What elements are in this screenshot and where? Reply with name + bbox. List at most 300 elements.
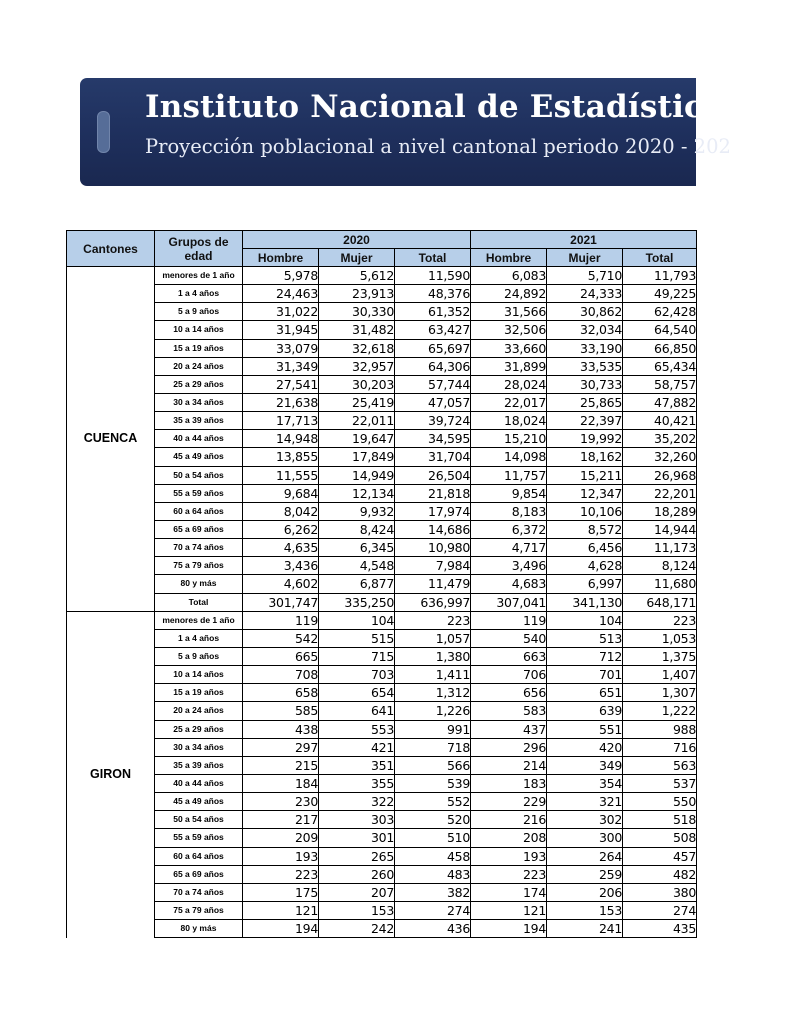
header-year-2021: 2021 xyxy=(471,231,697,249)
value-cell: 552 xyxy=(395,793,471,811)
value-cell: 208 xyxy=(471,829,547,847)
value-cell: 22,017 xyxy=(471,393,547,411)
value-cell: 17,974 xyxy=(395,502,471,520)
value-cell: 25,419 xyxy=(319,393,395,411)
age-group-cell: 55 a 59 años xyxy=(155,484,243,502)
value-cell: 32,618 xyxy=(319,339,395,357)
value-cell: 8,124 xyxy=(623,557,697,575)
value-cell: 1,407 xyxy=(623,666,697,684)
value-cell: 706 xyxy=(471,666,547,684)
value-cell: 14,944 xyxy=(623,520,697,538)
header-total-2021: Total xyxy=(623,249,697,267)
value-cell: 13,855 xyxy=(243,448,319,466)
value-cell: 1,375 xyxy=(623,647,697,665)
value-cell: 119 xyxy=(243,611,319,629)
age-group-cell: 60 a 64 años xyxy=(155,847,243,865)
age-group-cell: 75 a 79 años xyxy=(155,557,243,575)
value-cell: 48,376 xyxy=(395,285,471,303)
value-cell: 30,733 xyxy=(547,375,623,393)
value-cell: 104 xyxy=(547,611,623,629)
value-cell: 184 xyxy=(243,774,319,792)
value-cell: 8,183 xyxy=(471,502,547,520)
value-cell: 1,057 xyxy=(395,629,471,647)
value-cell: 183 xyxy=(471,774,547,792)
value-cell: 718 xyxy=(395,738,471,756)
value-cell: 4,628 xyxy=(547,557,623,575)
age-group-cell: 30 a 34 años xyxy=(155,738,243,756)
value-cell: 63,427 xyxy=(395,321,471,339)
age-group-cell: 70 a 74 años xyxy=(155,539,243,557)
value-cell: 4,635 xyxy=(243,539,319,557)
value-cell: 11,793 xyxy=(623,267,697,285)
value-cell: 583 xyxy=(471,702,547,720)
age-group-cell: 1 a 4 años xyxy=(155,629,243,647)
value-cell: 8,042 xyxy=(243,502,319,520)
value-cell: 24,333 xyxy=(547,285,623,303)
age-group-cell: 1 a 4 años xyxy=(155,285,243,303)
value-cell: 11,555 xyxy=(243,466,319,484)
age-group-cell: 50 a 54 años xyxy=(155,466,243,484)
table-row xyxy=(67,557,697,575)
value-cell: 31,566 xyxy=(471,303,547,321)
table-row xyxy=(67,829,697,847)
header-hombre-2020: Hombre xyxy=(243,249,319,267)
table-row xyxy=(67,285,697,303)
value-cell: 207 xyxy=(319,883,395,901)
value-cell: 421 xyxy=(319,738,395,756)
value-cell: 515 xyxy=(319,629,395,647)
value-cell: 1,307 xyxy=(623,684,697,702)
value-cell: 24,892 xyxy=(471,285,547,303)
value-cell: 5,710 xyxy=(547,267,623,285)
value-cell: 651 xyxy=(547,684,623,702)
age-group-cell: 35 a 39 años xyxy=(155,756,243,774)
value-cell: 217 xyxy=(243,811,319,829)
value-cell: 65,434 xyxy=(623,357,697,375)
value-cell: 307,041 xyxy=(471,593,547,611)
table-row xyxy=(67,575,697,593)
value-cell: 537 xyxy=(623,774,697,792)
value-cell: 12,347 xyxy=(547,484,623,502)
value-cell: 1,312 xyxy=(395,684,471,702)
table-row xyxy=(67,502,697,520)
value-cell: 260 xyxy=(319,865,395,883)
value-cell: 9,854 xyxy=(471,484,547,502)
value-cell: 9,932 xyxy=(319,502,395,520)
value-cell: 539 xyxy=(395,774,471,792)
value-cell: 553 xyxy=(319,720,395,738)
header-year-2020: 2020 xyxy=(243,231,471,249)
value-cell: 335,250 xyxy=(319,593,395,611)
value-cell: 193 xyxy=(243,847,319,865)
value-cell: 241 xyxy=(547,920,623,938)
age-group-cell: 75 a 79 años xyxy=(155,901,243,919)
age-group-cell: Total xyxy=(155,593,243,611)
value-cell: 5,978 xyxy=(243,267,319,285)
header-cantones: Cantones xyxy=(67,231,155,267)
table-row xyxy=(67,629,697,647)
table-row xyxy=(67,412,697,430)
value-cell: 641 xyxy=(319,702,395,720)
table-row xyxy=(67,666,697,684)
value-cell: 28,024 xyxy=(471,375,547,393)
value-cell: 708 xyxy=(243,666,319,684)
value-cell: 6,262 xyxy=(243,520,319,538)
age-group-cell: 40 a 44 años xyxy=(155,430,243,448)
value-cell: 215 xyxy=(243,756,319,774)
value-cell: 32,506 xyxy=(471,321,547,339)
table-row xyxy=(67,847,697,865)
value-cell: 206 xyxy=(547,883,623,901)
value-cell: 11,173 xyxy=(623,539,697,557)
value-cell: 15,211 xyxy=(547,466,623,484)
table-row xyxy=(67,647,697,665)
value-cell: 31,349 xyxy=(243,357,319,375)
value-cell: 8,572 xyxy=(547,520,623,538)
table-row xyxy=(67,539,697,557)
age-group-cell: 10 a 14 años xyxy=(155,321,243,339)
table-row xyxy=(67,720,697,738)
age-group-cell: 70 a 74 años xyxy=(155,883,243,901)
canton-name: GIRON xyxy=(67,611,155,938)
value-cell: 542 xyxy=(243,629,319,647)
value-cell: 296 xyxy=(471,738,547,756)
value-cell: 194 xyxy=(243,920,319,938)
value-cell: 3,436 xyxy=(243,557,319,575)
value-cell: 119 xyxy=(471,611,547,629)
value-cell: 58,757 xyxy=(623,375,697,393)
value-cell: 26,968 xyxy=(623,466,697,484)
value-cell: 62,428 xyxy=(623,303,697,321)
table-row xyxy=(67,611,697,629)
canton-name: CUENCA xyxy=(67,267,155,612)
value-cell: 654 xyxy=(319,684,395,702)
value-cell: 14,686 xyxy=(395,520,471,538)
value-cell: 520 xyxy=(395,811,471,829)
value-cell: 380 xyxy=(623,883,697,901)
population-table xyxy=(66,230,697,938)
value-cell: 550 xyxy=(623,793,697,811)
value-cell: 49,225 xyxy=(623,285,697,303)
value-cell: 6,997 xyxy=(547,575,623,593)
table-row xyxy=(67,883,697,901)
value-cell: 483 xyxy=(395,865,471,883)
value-cell: 14,098 xyxy=(471,448,547,466)
value-cell: 8,424 xyxy=(319,520,395,538)
value-cell: 6,456 xyxy=(547,539,623,557)
age-group-cell: 5 a 9 años xyxy=(155,303,243,321)
value-cell: 551 xyxy=(547,720,623,738)
value-cell: 482 xyxy=(623,865,697,883)
value-cell: 18,289 xyxy=(623,502,697,520)
value-cell: 274 xyxy=(395,901,471,919)
value-cell: 435 xyxy=(623,920,697,938)
value-cell: 9,684 xyxy=(243,484,319,502)
value-cell: 39,724 xyxy=(395,412,471,430)
value-cell: 15,210 xyxy=(471,430,547,448)
value-cell: 382 xyxy=(395,883,471,901)
table-row xyxy=(67,466,697,484)
value-cell: 703 xyxy=(319,666,395,684)
value-cell: 4,602 xyxy=(243,575,319,593)
value-cell: 31,482 xyxy=(319,321,395,339)
value-cell: 438 xyxy=(243,720,319,738)
age-group-cell: 50 a 54 años xyxy=(155,811,243,829)
value-cell: 223 xyxy=(395,611,471,629)
value-cell: 104 xyxy=(319,611,395,629)
value-cell: 194 xyxy=(471,920,547,938)
age-group-cell: 5 a 9 años xyxy=(155,647,243,665)
value-cell: 21,818 xyxy=(395,484,471,502)
value-cell: 510 xyxy=(395,829,471,847)
value-cell: 19,992 xyxy=(547,430,623,448)
table-row xyxy=(67,702,697,720)
value-cell: 22,201 xyxy=(623,484,697,502)
value-cell: 61,352 xyxy=(395,303,471,321)
value-cell: 10,980 xyxy=(395,539,471,557)
value-cell: 230 xyxy=(243,793,319,811)
value-cell: 17,849 xyxy=(319,448,395,466)
age-group-cell: menores de 1 año xyxy=(155,611,243,629)
value-cell: 701 xyxy=(547,666,623,684)
age-group-cell: 40 a 44 años xyxy=(155,774,243,792)
value-cell: 14,948 xyxy=(243,430,319,448)
value-cell: 23,913 xyxy=(319,285,395,303)
header-mujer-2021: Mujer xyxy=(547,249,623,267)
value-cell: 4,717 xyxy=(471,539,547,557)
value-cell: 7,984 xyxy=(395,557,471,575)
value-cell: 57,744 xyxy=(395,375,471,393)
value-cell: 64,540 xyxy=(623,321,697,339)
value-cell: 153 xyxy=(319,901,395,919)
age-group-cell: 35 a 39 años xyxy=(155,412,243,430)
value-cell: 11,590 xyxy=(395,267,471,285)
value-cell: 540 xyxy=(471,629,547,647)
value-cell: 31,899 xyxy=(471,357,547,375)
value-cell: 209 xyxy=(243,829,319,847)
value-cell: 223 xyxy=(623,611,697,629)
value-cell: 301 xyxy=(319,829,395,847)
value-cell: 33,535 xyxy=(547,357,623,375)
value-cell: 193 xyxy=(471,847,547,865)
value-cell: 22,397 xyxy=(547,412,623,430)
value-cell: 64,306 xyxy=(395,357,471,375)
value-cell: 214 xyxy=(471,756,547,774)
age-group-cell: 20 a 24 años xyxy=(155,702,243,720)
value-cell: 437 xyxy=(471,720,547,738)
age-group-cell: 60 a 64 años xyxy=(155,502,243,520)
table-row xyxy=(67,793,697,811)
age-group-cell: 15 a 19 años xyxy=(155,684,243,702)
value-cell: 40,421 xyxy=(623,412,697,430)
age-group-cell: 25 a 29 años xyxy=(155,375,243,393)
value-cell: 33,079 xyxy=(243,339,319,357)
value-cell: 518 xyxy=(623,811,697,829)
table-row xyxy=(67,738,697,756)
value-cell: 121 xyxy=(243,901,319,919)
value-cell: 31,945 xyxy=(243,321,319,339)
value-cell: 18,024 xyxy=(471,412,547,430)
value-cell: 513 xyxy=(547,629,623,647)
value-cell: 658 xyxy=(243,684,319,702)
value-cell: 30,330 xyxy=(319,303,395,321)
page-subtitle: Proyección poblacional a nivel cantonal periodo 2020 - 202 xyxy=(145,135,731,158)
value-cell: 354 xyxy=(547,774,623,792)
value-cell: 259 xyxy=(547,865,623,883)
table-row xyxy=(67,774,697,792)
value-cell: 11,680 xyxy=(623,575,697,593)
value-cell: 5,612 xyxy=(319,267,395,285)
age-group-cell: 80 y más xyxy=(155,575,243,593)
table-row xyxy=(67,321,697,339)
value-cell: 436 xyxy=(395,920,471,938)
table-row xyxy=(67,267,697,285)
value-cell: 585 xyxy=(243,702,319,720)
table-row xyxy=(67,520,697,538)
value-cell: 35,202 xyxy=(623,430,697,448)
value-cell: 4,548 xyxy=(319,557,395,575)
age-group-cell: 20 a 24 años xyxy=(155,357,243,375)
value-cell: 17,713 xyxy=(243,412,319,430)
table-row xyxy=(67,756,697,774)
value-cell: 265 xyxy=(319,847,395,865)
value-cell: 264 xyxy=(547,847,623,865)
table-row xyxy=(67,303,697,321)
value-cell: 121 xyxy=(471,901,547,919)
value-cell: 14,949 xyxy=(319,466,395,484)
age-group-cell: 65 a 69 años xyxy=(155,865,243,883)
value-cell: 32,034 xyxy=(547,321,623,339)
value-cell: 18,162 xyxy=(547,448,623,466)
value-cell: 19,647 xyxy=(319,430,395,448)
value-cell: 25,865 xyxy=(547,393,623,411)
value-cell: 22,011 xyxy=(319,412,395,430)
banner-handle xyxy=(97,111,110,153)
value-cell: 656 xyxy=(471,684,547,702)
age-group-cell: 10 a 14 años xyxy=(155,666,243,684)
value-cell: 153 xyxy=(547,901,623,919)
value-cell: 4,683 xyxy=(471,575,547,593)
value-cell: 420 xyxy=(547,738,623,756)
value-cell: 3,496 xyxy=(471,557,547,575)
value-cell: 639 xyxy=(547,702,623,720)
table-row xyxy=(67,393,697,411)
table-row xyxy=(67,430,697,448)
value-cell: 716 xyxy=(623,738,697,756)
value-cell: 10,106 xyxy=(547,502,623,520)
value-cell: 566 xyxy=(395,756,471,774)
age-group-cell: 45 a 49 años xyxy=(155,448,243,466)
table-row xyxy=(67,484,697,502)
value-cell: 174 xyxy=(471,883,547,901)
value-cell: 322 xyxy=(319,793,395,811)
value-cell: 66,850 xyxy=(623,339,697,357)
value-cell: 1,222 xyxy=(623,702,697,720)
value-cell: 303 xyxy=(319,811,395,829)
value-cell: 26,504 xyxy=(395,466,471,484)
value-cell: 302 xyxy=(547,811,623,829)
value-cell: 229 xyxy=(471,793,547,811)
value-cell: 6,083 xyxy=(471,267,547,285)
value-cell: 223 xyxy=(243,865,319,883)
value-cell: 636,997 xyxy=(395,593,471,611)
value-cell: 508 xyxy=(623,829,697,847)
table-body xyxy=(67,267,697,938)
header-hombre-2021: Hombre xyxy=(471,249,547,267)
value-cell: 33,190 xyxy=(547,339,623,357)
value-cell: 563 xyxy=(623,756,697,774)
value-cell: 24,463 xyxy=(243,285,319,303)
table-row xyxy=(67,593,697,611)
value-cell: 11,757 xyxy=(471,466,547,484)
value-cell: 457 xyxy=(623,847,697,865)
value-cell: 1,380 xyxy=(395,647,471,665)
table-row xyxy=(67,901,697,919)
header-grupos-edad: Grupos de edad xyxy=(155,231,243,267)
value-cell: 242 xyxy=(319,920,395,938)
age-group-cell: 25 a 29 años xyxy=(155,720,243,738)
table-row xyxy=(67,684,697,702)
value-cell: 712 xyxy=(547,647,623,665)
value-cell: 31,022 xyxy=(243,303,319,321)
value-cell: 6,877 xyxy=(319,575,395,593)
value-cell: 27,541 xyxy=(243,375,319,393)
value-cell: 991 xyxy=(395,720,471,738)
value-cell: 715 xyxy=(319,647,395,665)
value-cell: 988 xyxy=(623,720,697,738)
value-cell: 47,057 xyxy=(395,393,471,411)
value-cell: 32,957 xyxy=(319,357,395,375)
value-cell: 1,226 xyxy=(395,702,471,720)
age-group-cell: 30 a 34 años xyxy=(155,393,243,411)
value-cell: 21,638 xyxy=(243,393,319,411)
value-cell: 665 xyxy=(243,647,319,665)
table-row xyxy=(67,375,697,393)
value-cell: 223 xyxy=(471,865,547,883)
value-cell: 301,747 xyxy=(243,593,319,611)
age-group-cell: 15 a 19 años xyxy=(155,339,243,357)
page-title: Instituto Nacional de Estadística y C xyxy=(145,89,789,125)
value-cell: 32,260 xyxy=(623,448,697,466)
value-cell: 30,203 xyxy=(319,375,395,393)
value-cell: 6,372 xyxy=(471,520,547,538)
table-row xyxy=(67,339,697,357)
value-cell: 175 xyxy=(243,883,319,901)
value-cell: 11,479 xyxy=(395,575,471,593)
header-banner xyxy=(80,78,789,186)
value-cell: 47,882 xyxy=(623,393,697,411)
value-cell: 297 xyxy=(243,738,319,756)
table-row xyxy=(67,357,697,375)
age-group-cell: 55 a 59 años xyxy=(155,829,243,847)
table-row xyxy=(67,448,697,466)
value-cell: 1,411 xyxy=(395,666,471,684)
value-cell: 355 xyxy=(319,774,395,792)
table-row xyxy=(67,920,697,938)
table-row xyxy=(67,811,697,829)
value-cell: 33,660 xyxy=(471,339,547,357)
value-cell: 65,697 xyxy=(395,339,471,357)
value-cell: 274 xyxy=(623,901,697,919)
header-total-2020: Total xyxy=(395,249,471,267)
value-cell: 300 xyxy=(547,829,623,847)
value-cell: 663 xyxy=(471,647,547,665)
value-cell: 458 xyxy=(395,847,471,865)
header-mujer-2020: Mujer xyxy=(319,249,395,267)
value-cell: 321 xyxy=(547,793,623,811)
value-cell: 648,171 xyxy=(623,593,697,611)
age-group-cell: 65 a 69 años xyxy=(155,520,243,538)
